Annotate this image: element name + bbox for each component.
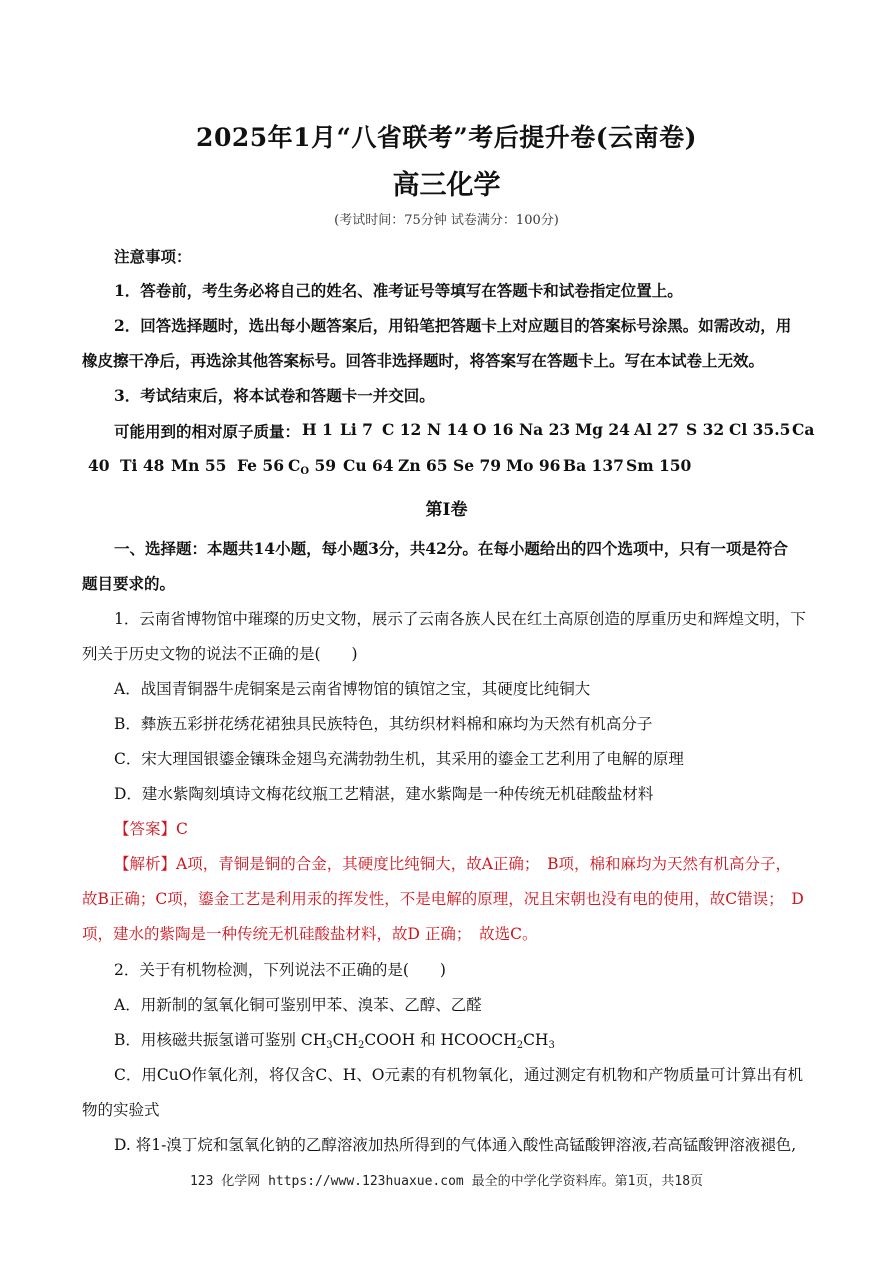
notes-item-2-line2: 橡皮擦干净后，再选涂其他答案标号。回答非选择题时，将答案写在答题卡上。写在本试卷上无效。 <box>82 351 765 370</box>
co-symbol: C <box>288 456 301 475</box>
atomic-mass-entry: Cl 35.5 <box>729 420 791 439</box>
exam-subject: 高三化学 <box>392 170 501 201</box>
formula-propanoic-acid: $CH_3CH_2COOH$ <box>300 1031 416 1051</box>
q2-option-b <box>114 1028 555 1051</box>
atomic-mass-entry: H 1 <box>302 420 333 439</box>
atomic-mass-row-2 <box>0 456 893 478</box>
q1-answer: 【答案】C <box>114 820 188 838</box>
q2-option-b-and: 和 <box>415 1031 441 1049</box>
co-subscript: O <box>300 466 310 477</box>
formula-ethyl-formate: $HCOOCH_2CH_3$ <box>440 1031 555 1051</box>
q2-option-b-prefix: B．用核磁共振氢谱可鉴别 <box>114 1031 301 1049</box>
notes-item-1: 1．答卷前，考生务必将自己的姓名、准考证号等填写在答题卡和试卷指定位置上。 <box>114 281 683 300</box>
atomic-mass-entry: Fe 56 <box>237 456 284 475</box>
atomic-mass-entry: N 14 <box>427 420 469 439</box>
atomic-mass-entry: Se 79 <box>453 456 502 475</box>
q1-option-d: D．建水紫陶刻填诗文梅花纹瓶工艺精湛，建水紫陶是一种传统无机硅酸盐材料 <box>114 785 654 803</box>
q1-option-c: C．宋大理国银鎏金镶珠金翅鸟充满勃勃生机，其采用的鎏金工艺利用了电解的原理 <box>114 750 684 768</box>
q1-analysis-line1: 【解析】A项，青铜是铜的合金，其硬度比纯铜大，故A正确； B项，棉和麻均为天然有机高分子， <box>114 855 792 873</box>
atomic-mass-entry: Ca <box>792 420 815 439</box>
atomic-mass-entry-co <box>288 456 336 477</box>
notes-heading: 注意事项： <box>114 247 192 266</box>
notes-item-3: 3．考试结束后，将本试卷和答题卡一并交回。 <box>114 386 435 405</box>
atomic-mass-entry: Mn 55 <box>171 456 227 475</box>
section-title: 第I卷 <box>425 500 468 520</box>
atomic-mass-entry: Ba 137 <box>563 456 624 475</box>
section-intro-line2: 题目要求的。 <box>82 574 176 593</box>
q1-option-b: B．彝族五彩拼花绣花裙独具民族特色，其纺织材料棉和麻均为天然有机高分子 <box>114 715 653 733</box>
q2-option-c-line2: 物的实验式 <box>82 1101 160 1119</box>
q1-analysis-line3: 项，建水的紫陶是一种传统无机硅酸盐材料，故D 正确； 故选C。 <box>82 925 538 943</box>
atomic-mass-entry: S 32 <box>686 420 725 439</box>
atomic-mass-entry: Al 27 <box>634 420 679 439</box>
page-footer: 123 化学网 https://www.123huaxue.com 最全的中学化学资料库。第1页，共18页 <box>189 1174 704 1189</box>
q1-stem-line2: 列关于历史文物的说法不正确的是( ) <box>82 645 358 663</box>
section-intro-line1: 一、选择题：本题共14小题，每小题3分，共42分。在每小题给出的四个选项中，只有一项是符合 <box>114 539 788 558</box>
q1-analysis-line2: 故B正确；C项，鎏金工艺是利用汞的挥发性，不是电解的原理，况且宋朝也没有电的使用，故C错误； D <box>82 890 804 908</box>
atomic-mass-entry: C 12 <box>382 420 422 439</box>
atomic-mass-entry: Na 23 <box>519 420 571 439</box>
atomic-mass-entry: 40 <box>88 456 110 475</box>
atomic-mass-entry: Mg 24 <box>575 420 630 439</box>
notes-item-2-line1: 2．回答选择题时，选出每小题答案后，用铅笔把答题卡上对应题目的答案标号涂黑。如需改动，用 <box>114 316 792 335</box>
atomic-mass-entry: Zn 65 <box>398 456 448 475</box>
q1-stem-line1: 1．云南省博物馆中璀璨的历史文物，展示了云南各族人民在红土高原创造的厚重历史和辉煌文明，下 <box>114 610 806 628</box>
atomic-mass-label: 可能用到的相对原子质量： <box>114 422 301 441</box>
atomic-mass-entry: O 16 <box>473 420 514 439</box>
q2-option-d-line1: D. 将1-溴丁烷和氢氧化钠的乙醇溶液加热所得到的气体通入酸性高锰酸钾溶液,若高锰酸钾溶液褪色, <box>114 1136 797 1154</box>
atomic-mass-entry: Sm 150 <box>626 456 692 475</box>
q1-option-a: A．战国青铜器牛虎铜案是云南省博物馆的镇馆之宝，其硬度比纯铜大 <box>114 680 591 698</box>
atomic-mass-entry: Cu 64 <box>343 456 394 475</box>
atomic-mass-entry: Mo 96 <box>506 456 561 475</box>
q2-option-a: A．用新制的氢氧化铜可鉴别甲苯、溴苯、乙醇、乙醛 <box>114 996 482 1014</box>
q2-stem: 2．关于有机物检测，下列说法不正确的是( ) <box>114 961 446 979</box>
exam-title: 2025年1月“八省联考”考后提升卷(云南卷) <box>196 123 697 152</box>
atomic-mass-row-1 <box>0 420 893 442</box>
atomic-mass-entry: Ti 48 <box>120 456 165 475</box>
co-mass: 59 <box>314 456 337 475</box>
q2-option-c-line1: C．用CuO作氧化剂，将仅含C、H、O元素的有机物氧化，通过测定有机物和产物质量可计算出有机 <box>114 1066 803 1084</box>
exam-meta: (考试时间：75分钟 试卷满分：100分) <box>334 213 559 228</box>
atomic-mass-entry: Li 7 <box>340 420 373 439</box>
